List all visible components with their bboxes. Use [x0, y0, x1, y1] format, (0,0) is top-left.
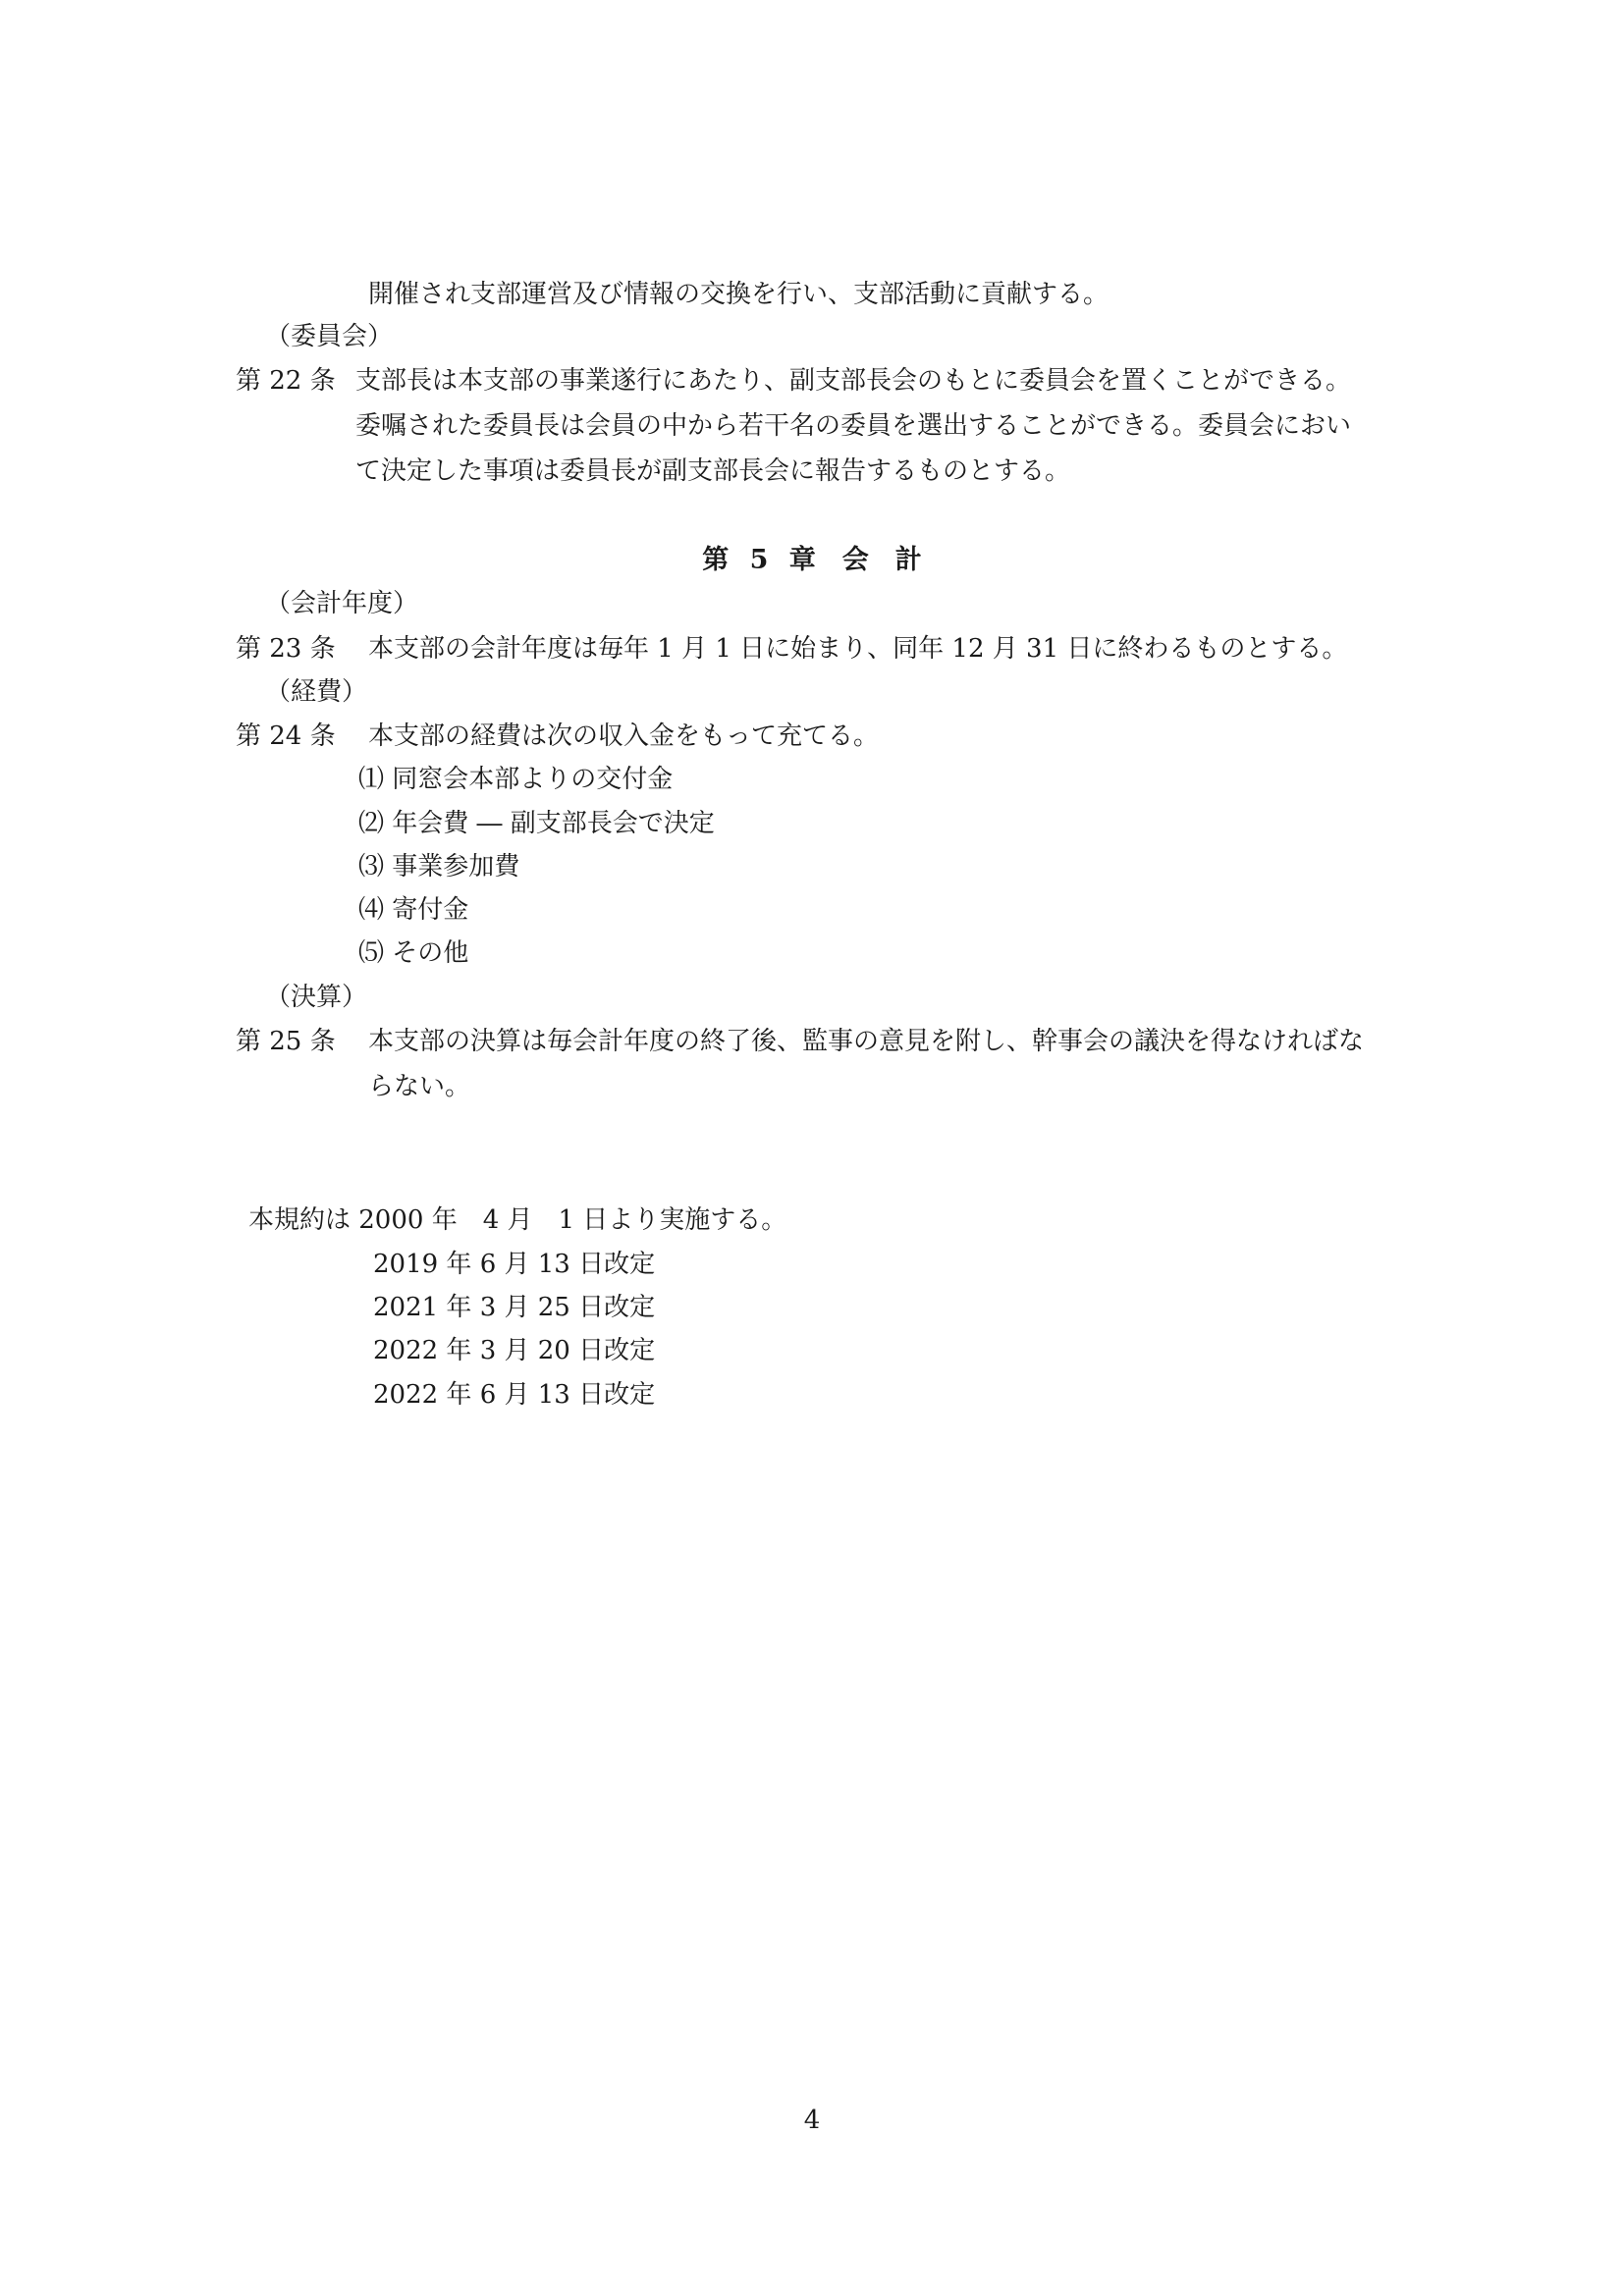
- article-23-heading: （会計年度）: [265, 589, 419, 618]
- article-24-item: ⑸ その他: [358, 938, 469, 968]
- article-22-number: 第 22 条: [236, 366, 336, 396]
- article-24-item: ⑵ 年会費 ― 副支部長会で決定: [358, 809, 715, 838]
- article-24-number: 第 24 条: [236, 721, 336, 751]
- article-23-number: 第 23 条: [236, 634, 336, 664]
- article-22-line-2: 委嘱された委員長は会員の中から若干名の委員を選出することができる。委員会におい: [355, 411, 1352, 441]
- enforcement-date: 本規約は 2000 年 4 月 1 日より実施する。: [248, 1205, 787, 1235]
- article-25-line-1: 本支部の決算は毎会計年度の終了後、監事の意見を附し、幹事会の議決を得なければな: [368, 1027, 1365, 1056]
- article-24-item: ⑶ 事業参加費: [358, 852, 520, 881]
- article-22-line-1: 支部長は本支部の事業遂行にあたり、副支部長会のもとに委員会を置くことができる。: [355, 366, 1352, 396]
- article-25-number: 第 25 条: [236, 1027, 336, 1056]
- article-25-heading: （決算）: [265, 983, 368, 1012]
- revision-date: 2021 年 3 月 25 日改定: [373, 1293, 656, 1322]
- article-23-text: 本支部の会計年度は毎年 1 月 1 日に始まり、同年 12 月 31 日に終わるものとする。: [368, 634, 1348, 664]
- revision-date: 2022 年 6 月 13 日改定: [373, 1380, 656, 1410]
- article-24-text: 本支部の経費は次の収入金をもって充てる。: [368, 721, 880, 751]
- revision-date: 2022 年 3 月 20 日改定: [373, 1336, 656, 1365]
- page-number: 4: [803, 2106, 821, 2135]
- article-22-heading: （委員会）: [265, 322, 394, 351]
- article-24-item: ⑷ 寄付金: [358, 895, 469, 925]
- article-24-heading: （経費）: [265, 677, 368, 707]
- article-21-continuation: 開催され支部運営及び情報の交換を行い、支部活動に貢献する。: [368, 280, 1110, 309]
- revision-date: 2019 年 6 月 13 日改定: [373, 1250, 656, 1279]
- article-22-line-3: て決定した事項は委員長が副支部長会に報告するものとする。: [355, 456, 1071, 486]
- article-25-line-2: らない。: [368, 1072, 471, 1101]
- article-24-item: ⑴ 同窓会本部よりの交付金: [358, 765, 674, 794]
- chapter-5-title: 第 5 章 会 計: [702, 545, 922, 575]
